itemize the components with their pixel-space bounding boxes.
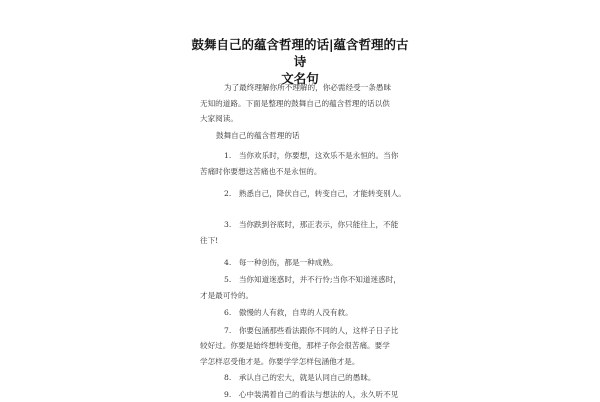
list-item	[200, 272, 405, 303]
item-line: 学怎样忍受他才是。你要学学怎样包涵他才是。	[200, 354, 405, 370]
list-item	[200, 255, 405, 271]
title-line-1: 鼓舞自己的蕴含哲理的话|蕴含哲理的古诗	[190, 36, 410, 70]
item-line: 5. 当你知道迷惑时，并不行怜;当你不知道迷惑时，	[200, 272, 405, 288]
item-line: 9. 心中装满着自己的看法与想法的人，永久听不见	[200, 387, 405, 402]
section-subtitle: 鼓舞自己的蕴含哲理的话	[200, 128, 405, 144]
list-item	[200, 370, 405, 386]
item-line: 往下!	[200, 233, 405, 249]
list-item	[200, 186, 405, 202]
item-line: 4. 每一种创伤，都是一种成熟。	[200, 255, 405, 271]
document-body	[200, 80, 405, 402]
list-item	[200, 217, 405, 248]
list-item	[200, 323, 405, 370]
item-line: 苦痛时你要想这苦痛也不是永恒的。	[200, 164, 405, 180]
list-item	[200, 305, 405, 321]
item-line: 才是最可怜的。	[200, 288, 405, 304]
item-line: 2. 熟悉自己，降伏自己，转变自己，才能转变别人。	[200, 186, 405, 202]
intro-paragraph	[200, 80, 405, 127]
item-line: 3. 当你跌到谷底时，那正表示，你只能往上，不能	[200, 217, 405, 233]
intro-line: 为了最终理解你所不理解的，你必需经受一条愚昧	[200, 80, 405, 96]
item-line: 较好过。你要是始终想转变他，那样子你会很苦痛。要学	[200, 338, 405, 354]
item-line: 7. 你要包涵那些看法跟你不同的人，这样子日子比	[200, 323, 405, 339]
item-line: 6. 傲慢的人有救，自卑的人没有救。	[200, 305, 405, 321]
intro-line: 大家阅读。	[200, 111, 405, 127]
title-line-2: 文名句	[190, 70, 410, 87]
intro-line: 无知的道路。下面是整理的鼓舞自己的蕴含哲理的话以供	[200, 96, 405, 112]
item-line: 8. 承认自己的宏大，就是认同自己的愚昧。	[200, 370, 405, 386]
list-item	[200, 148, 405, 179]
item-line: 1. 当你欢乐时，你要想，这欢乐不是永恒的。当你	[200, 148, 405, 164]
